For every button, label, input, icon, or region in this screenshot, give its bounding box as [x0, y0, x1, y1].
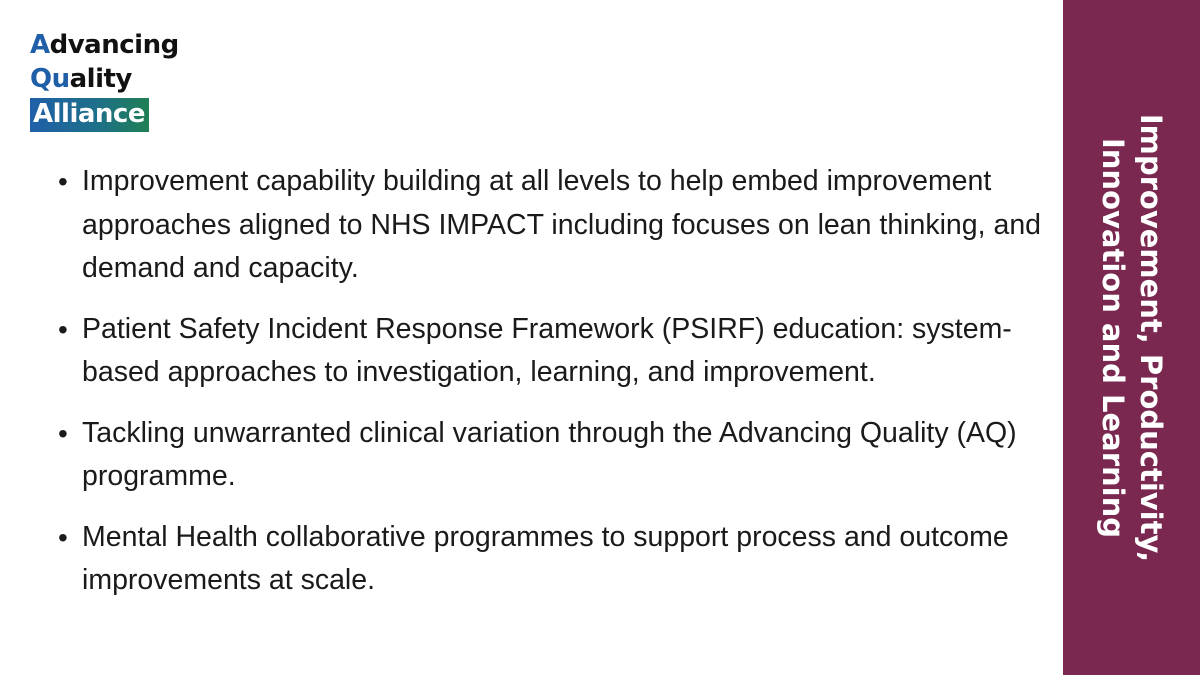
- bullet-item-capability: [58, 160, 1048, 291]
- bullet-text: Improvement capability building at all levels to help embed improvement approaches aligned to NHS IMPACT including focuses on lean thinking, and demand and capacity.: [82, 165, 1042, 284]
- bullet-item-mental-health: [58, 516, 1048, 603]
- logo-line-advancing: [30, 28, 210, 62]
- logo-rest-advancing: dvancing: [49, 30, 179, 60]
- logo-accent-qu: Qu: [30, 64, 70, 94]
- bullet-item-psirf: [58, 308, 1048, 395]
- bullet-list: [58, 160, 1048, 620]
- bullet-icon: •: [58, 521, 68, 553]
- bullet-text: Mental Health collaborative programmes to support process and outcome improvements at scale.: [82, 520, 1009, 596]
- logo-alliance-box: Alliance: [30, 98, 149, 132]
- aqua-logo: [30, 28, 210, 132]
- logo-rest-quality: ality: [69, 64, 132, 94]
- bullet-text: Patient Safety Incident Response Framework (PSIRF) education: system-based approaches to investigation, learning, and improvement.: [82, 312, 1012, 388]
- logo-line-quality: [30, 62, 210, 96]
- logo-accent-a: A: [30, 30, 50, 60]
- bullet-text: Tackling unwarranted clinical variation through the Advancing Quality (AQ) programme.: [82, 416, 1017, 492]
- bullet-icon: •: [58, 166, 68, 197]
- bullet-icon: •: [58, 313, 68, 345]
- bullet-icon: •: [58, 417, 68, 449]
- bullet-item-variation: [58, 412, 1048, 499]
- sidebar-title: Improvement, Productivity, Innovation and Learning: [1095, 113, 1168, 562]
- sidebar-panel: [1063, 0, 1200, 675]
